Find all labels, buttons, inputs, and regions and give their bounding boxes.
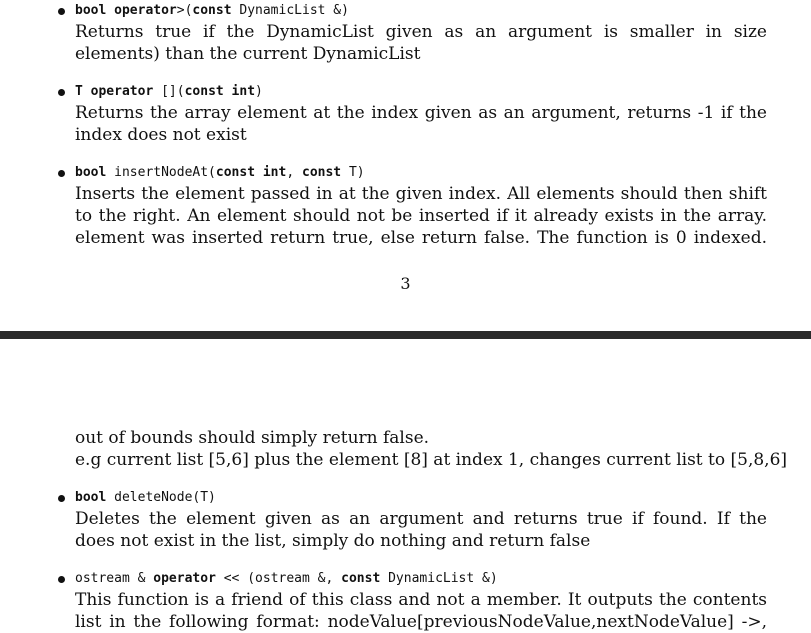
function-signature-subscript: T operator [](const int) [75, 84, 263, 99]
function-signature-delete-node: bool deleteNode(T) [75, 490, 216, 505]
page-separator [0, 331, 811, 339]
bullet-icon [58, 576, 65, 583]
bullet-icon [58, 495, 65, 502]
function-description [75, 21, 767, 65]
function-description [75, 102, 767, 146]
description-line: e.g current list [5,6] plus the element [8] at index 1, changes current list to [5,8,6] [75, 450, 788, 470]
function-description [75, 508, 767, 552]
description-line: Returns the array element at the index given as an argument, returns -1 if the [75, 103, 767, 123]
description-line: list in the following format: nodeValue[previousNodeValue,nextNodeValue] ->, [75, 612, 767, 632]
function-signature-ostream-operator: ostream & operator << (ostream &, const DynamicList &) [75, 571, 498, 586]
function-signature-greater-than: bool operator>(const DynamicList &) [75, 3, 349, 18]
description-line: index does not exist [75, 125, 247, 145]
description-line: out of bounds should simply return false. [75, 428, 430, 448]
continuation-text [75, 427, 788, 471]
description-line: Returns true if the DynamicList given as an argument is smaller in size [75, 22, 767, 42]
bullet-icon [58, 170, 65, 177]
document-page-bottom [0, 339, 811, 633]
function-description [75, 183, 767, 249]
function-signature-insert-node-at: bool insertNodeAt(const int, const T) [75, 165, 365, 180]
description-line: to the right. An element should not be inserted if it already exists in the array. [75, 206, 767, 226]
page-number: 3 [400, 274, 411, 293]
description-line: does not exist in the list, simply do nothing and return false [75, 531, 591, 551]
description-line: This function is a friend of this class and not a member. It outputs the contents [75, 590, 767, 610]
function-description [75, 589, 767, 633]
description-line: Inserts the element passed in at the given index. All elements should then shift [75, 184, 767, 204]
description-line: elements) than the current DynamicList [75, 44, 421, 64]
bullet-icon [58, 89, 65, 96]
description-line: element was inserted return true, else return false. The function is 0 indexed. [75, 228, 767, 248]
bullet-icon [58, 8, 65, 15]
description-line: Deletes the element given as an argument and returns true if found. If the [75, 509, 767, 529]
